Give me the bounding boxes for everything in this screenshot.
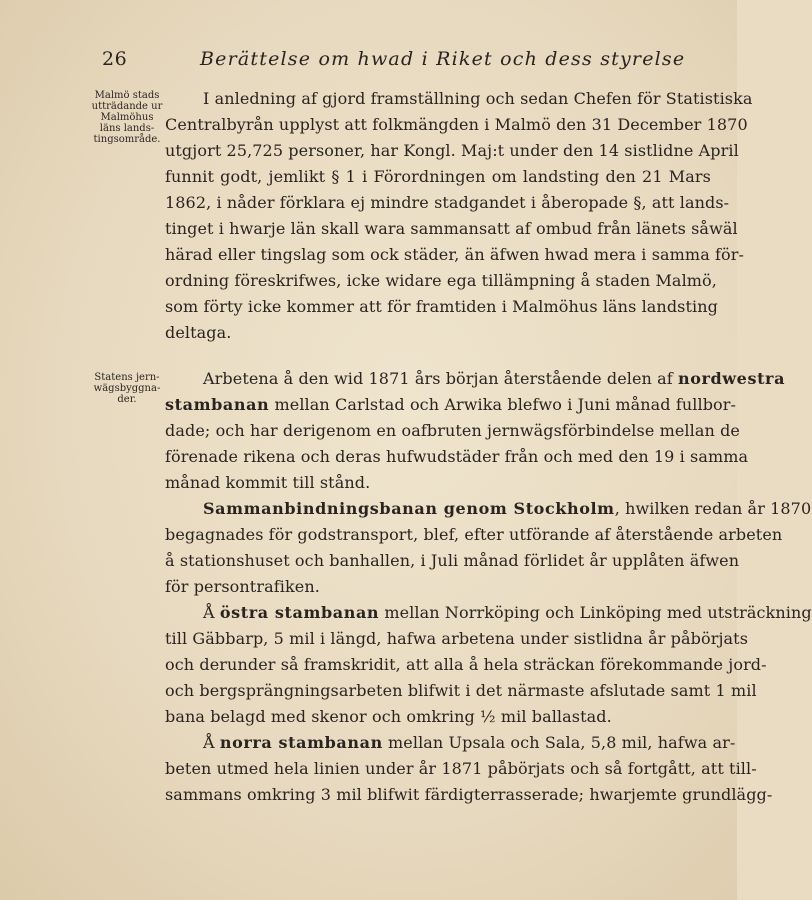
sidenote-railways [86, 372, 168, 405]
sidenote-line: wägsbyggna- [93, 383, 161, 394]
paragraph-malmo [165, 86, 753, 346]
text-line: och bergsprängningsarbeten blifwit i det närmaste afslutade samt 1 mil [165, 681, 757, 700]
sidenote-line: utträdande ur [91, 101, 163, 112]
text-line: och derunder så framskridit, att alla å hela sträckan förekommande jord- [165, 655, 767, 674]
text-line: till Gäbbarp, 5 mil i längd, hafwa arbetena under sistlidna år påbörjats [165, 629, 749, 648]
bold-term: nordwestra [677, 369, 786, 388]
paragraph-ostra [165, 600, 812, 730]
paragraph-nordwestra [165, 366, 786, 496]
bold-term: östra stambanan [219, 603, 380, 622]
page-number: 26 [102, 48, 128, 70]
paragraph-sammanbindning [165, 496, 812, 600]
bold-term: norra stambanan [219, 733, 383, 752]
sidenote-line: der. [117, 394, 137, 405]
text-line: tinget i hwarje län skall wara sammansatt af ombud från länets såwäl [165, 219, 738, 238]
text-line: I anledning af gjord framställning och sedan Chefen för Statistiska [203, 89, 753, 108]
page-header [100, 48, 710, 78]
text-run: Å [203, 733, 220, 752]
text-line: dade; och har derigenom en oafbruten jernwägsförbindelse mellan de [165, 421, 740, 440]
text-line: sammans omkring 3 mil blifwit färdigterrasserade; hwarjemte grundlägg- [165, 785, 773, 804]
text-line: Centralbyrån upplyst att folkmängden i Malmö den 31 December 1870 [165, 115, 748, 134]
text-run: mellan Upsala och Sala, 5,8 mil, hafwa ar- [382, 733, 736, 752]
text-line: funnit godt, jemlikt § 1 i Förordningen om landsting den 21 Mars [165, 167, 711, 186]
text-line: bana belagd med skenor och omkring ½ mil ballastad. [165, 707, 612, 726]
sidenote-line: Malmö stads [94, 90, 160, 101]
text-line: beten utmed hela linien under år 1871 påbörjats och så fortgått, att till- [165, 759, 757, 778]
text-line: ordning föreskrifwes, icke widare ega tillämpning å staden Malmö, [165, 271, 717, 290]
sidenote-line: tingsområde. [93, 134, 161, 145]
text-line: för persontrafiken. [165, 577, 320, 596]
text-run: Å [203, 603, 220, 622]
running-title: Berättelse om hwad i Riket och dess styrelse [200, 48, 686, 70]
text-run: Arbetena å den wid 1871 års början återstående delen af [203, 369, 678, 388]
text-line: månad kommit till stånd. [165, 473, 371, 492]
text-line [165, 730, 736, 756]
text-line: å stationshuset och banhallen, i Juli månad förlidet år upplåten äfwen [165, 551, 740, 570]
text-line: 1862, i nåder förklara ej mindre stadgandet i åberopade §, att lands- [165, 193, 730, 212]
bold-term: Sammanbindningsbanan genom Stockholm [203, 499, 615, 518]
text-line [165, 496, 812, 522]
paragraph-norra [165, 730, 773, 808]
text-line [165, 600, 812, 626]
text-line: deltaga. [165, 323, 232, 342]
text-run: , hwilken redan år 1870 [614, 499, 812, 518]
sidenote-line: Statens jern- [94, 372, 160, 383]
text-line: som förty icke kommer att för framtiden i Malmöhus läns landsting [165, 297, 718, 316]
bold-term: stambanan [165, 395, 270, 414]
text-line [165, 392, 737, 418]
text-line [165, 366, 786, 392]
sidenote-line: läns lands- [99, 123, 155, 134]
sidenote-malmo [86, 90, 168, 145]
text-line: förenade rikena och deras hufwudstäder från och med den 19 i samma [165, 447, 749, 466]
text-line: begagnades för godstransport, blef, efter utförande af återstående arbeten [165, 525, 783, 544]
text-line: härad eller tingslag som ock städer, än äfwen hwad mera i samma för- [165, 245, 745, 264]
sidenote-line: Malmöhus [100, 112, 154, 123]
text-line: utgjort 25,725 personer, har Kongl. Maj:t under den 14 sistlidne April [165, 141, 739, 160]
text-run: mellan Norrköping och Linköping med utsträckning [379, 603, 812, 622]
text-run: mellan Carlstad och Arwika blefwo i Juni månad fullbor- [269, 395, 737, 414]
